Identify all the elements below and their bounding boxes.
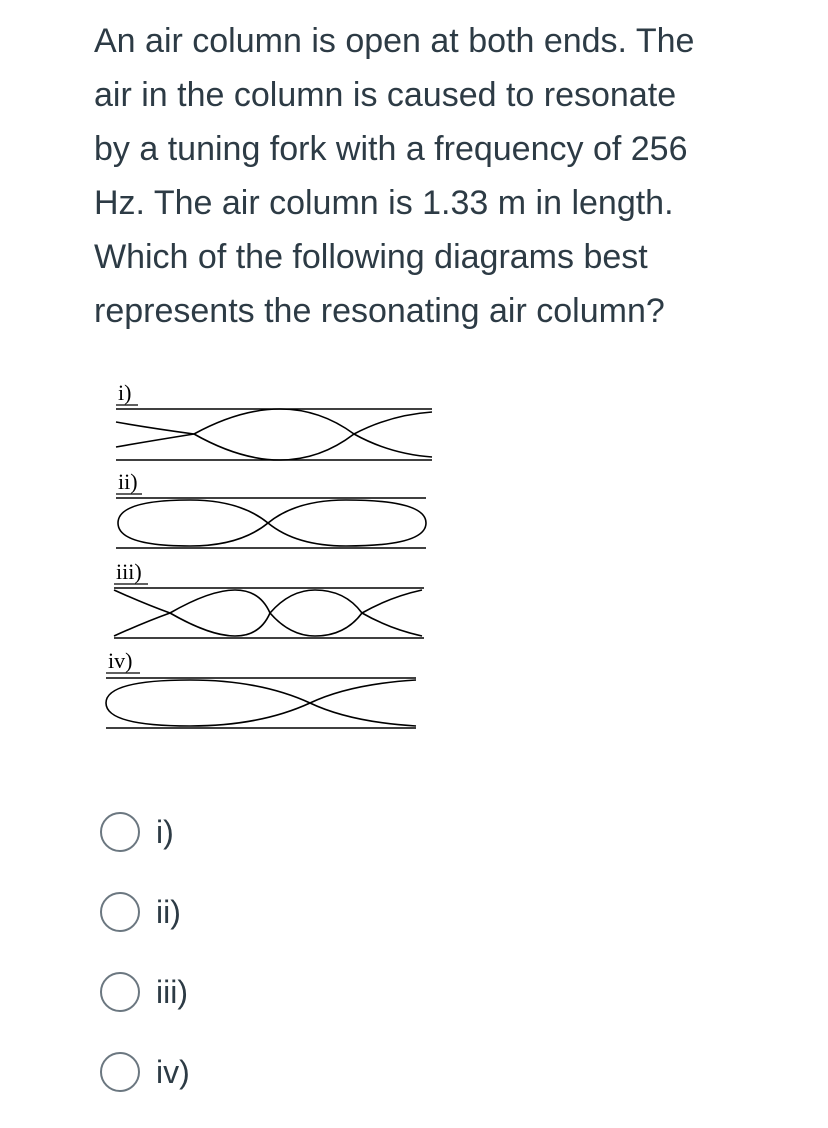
wave-lower (118, 523, 426, 546)
question-line: represents the resonating air column? (94, 292, 665, 330)
diagram-i (116, 380, 432, 460)
diagram-label: iv) (108, 648, 133, 673)
answer-label: iv) (156, 1053, 190, 1090)
answer-option-iii[interactable] (100, 968, 190, 1016)
question-line: Hz. The air column is 1.33 m in length. (94, 184, 674, 222)
radio-button[interactable] (100, 1052, 140, 1092)
wave-upper (114, 590, 422, 613)
answer-label: ii) (156, 893, 181, 930)
question-line: by a tuning fork with a frequency of 256 (94, 130, 688, 168)
diagram-iii (114, 559, 424, 638)
radio-button[interactable] (100, 892, 140, 932)
diagram-iv (106, 648, 416, 728)
answer-option-ii[interactable] (100, 888, 190, 936)
wave-upper (116, 409, 432, 434)
standing-wave-diagrams (100, 372, 440, 742)
answer-option-iv[interactable] (100, 1048, 190, 1096)
answer-label: i) (156, 813, 174, 850)
question-line: An air column is open at both ends. The (94, 22, 695, 60)
wave-upper (106, 680, 416, 703)
question-line: air in the column is caused to resonate (94, 76, 677, 114)
question-line: Which of the following diagrams best (94, 238, 648, 276)
radio-button[interactable] (100, 972, 140, 1012)
wave-lower (116, 434, 432, 460)
diagram-label: i) (118, 380, 132, 405)
answer-label: iii) (156, 973, 188, 1010)
answer-options (100, 808, 190, 1128)
diagram-label: iii) (116, 559, 142, 584)
question-text (94, 14, 814, 338)
answer-option-i[interactable] (100, 808, 190, 856)
diagram-ii (116, 469, 426, 548)
wave-upper (118, 500, 426, 523)
radio-button[interactable] (100, 812, 140, 852)
wave-lower (114, 613, 422, 636)
diagram-label: ii) (118, 469, 138, 494)
diagrams-svg (100, 372, 440, 742)
wave-lower (106, 703, 416, 726)
